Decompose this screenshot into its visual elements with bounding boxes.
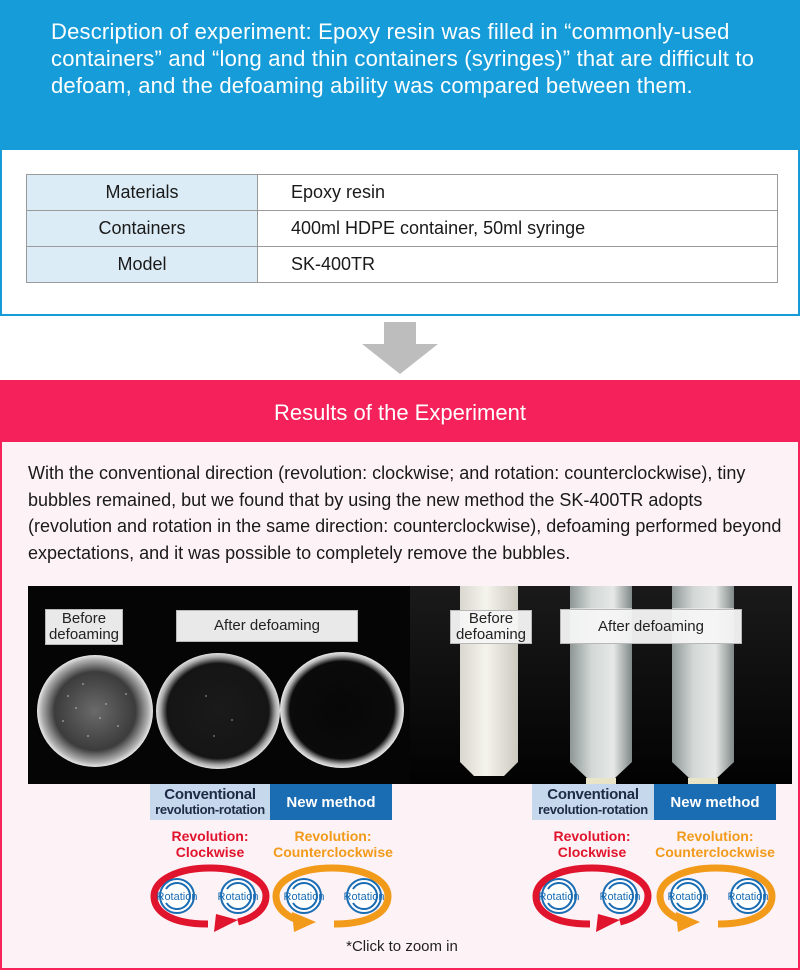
rotation-label: Rotation [156,891,198,903]
after-defoaming-label: After defoaming [176,610,358,642]
conventional-subtitle: revolution-rotation [538,802,648,817]
results-header [0,380,800,442]
syringe-photo[interactable] [410,586,792,784]
spec-value: SK-400TR [258,247,778,283]
spec-label: Materials [27,175,258,211]
clockwise-revolution-icon [150,862,270,932]
conventional-title: Conventional [547,786,639,803]
rotation-label: Rotation [727,891,769,903]
counterclockwise-revolution-icon [272,862,392,932]
results-title: Results of the Experiment [274,400,526,425]
container-photo[interactable] [28,586,410,784]
conventional-method-label [150,784,270,820]
conventional-title: Conventional [164,786,256,803]
table-row [27,247,778,283]
counterclockwise-label: Revolution: Counterclockwise [655,828,775,860]
before-defoaming-label: Before defoaming [450,610,532,644]
zoom-footnote: *Click to zoom in [346,938,458,955]
down-arrow-icon [362,322,438,374]
rotation-label: Rotation [283,891,325,903]
after-defoaming-label: After defoaming [560,609,742,644]
clockwise-label: Revolution: Clockwise [553,828,631,860]
rotation-label: Rotation [599,891,641,903]
clockwise-revolution-icon [532,862,652,932]
experiment-description-box [0,0,800,316]
spec-value: Epoxy resin [258,175,778,211]
clockwise-label: Revolution: Clockwise [171,828,249,860]
results-box [0,380,800,970]
counterclockwise-revolution-icon [656,862,776,932]
description-header [0,0,800,150]
spec-value: 400ml HDPE container, 50ml syringe [258,211,778,247]
rotation-label: Rotation [538,891,580,903]
new-method-label: New method [270,784,392,820]
experiment-description: Description of experiment: Epoxy resin was filled in “commonly-used containers” and “long and thin containers (syringes)” that are difficult to defoam, and the defoaming ability was compared between them. [51,19,755,98]
spec-label: Model [27,247,258,283]
results-text: With the conventional direction (revolution: clockwise; and rotation: counterclockwise), tiny bubbles remained, but we found that by using the new method the SK-400TR adopts (revolution and rotation in the same direction: counterclockwise), defoaming performed beyond expectations, and it was possible to completely remove the bubbles. [28,463,782,563]
rotation-label: Rotation [343,891,385,903]
rotation-label: Rotation [667,891,709,903]
before-defoaming-label: Before defoaming [45,609,123,645]
spec-label: Containers [27,211,258,247]
rotation-label: Rotation [217,891,259,903]
spec-table [26,174,778,283]
conventional-subtitle: revolution-rotation [155,802,265,817]
table-row [27,211,778,247]
conventional-method-label [532,784,654,820]
counterclockwise-label: Revolution: Counterclockwise [273,828,393,860]
table-row [27,175,778,211]
new-method-label: New method [654,784,776,820]
